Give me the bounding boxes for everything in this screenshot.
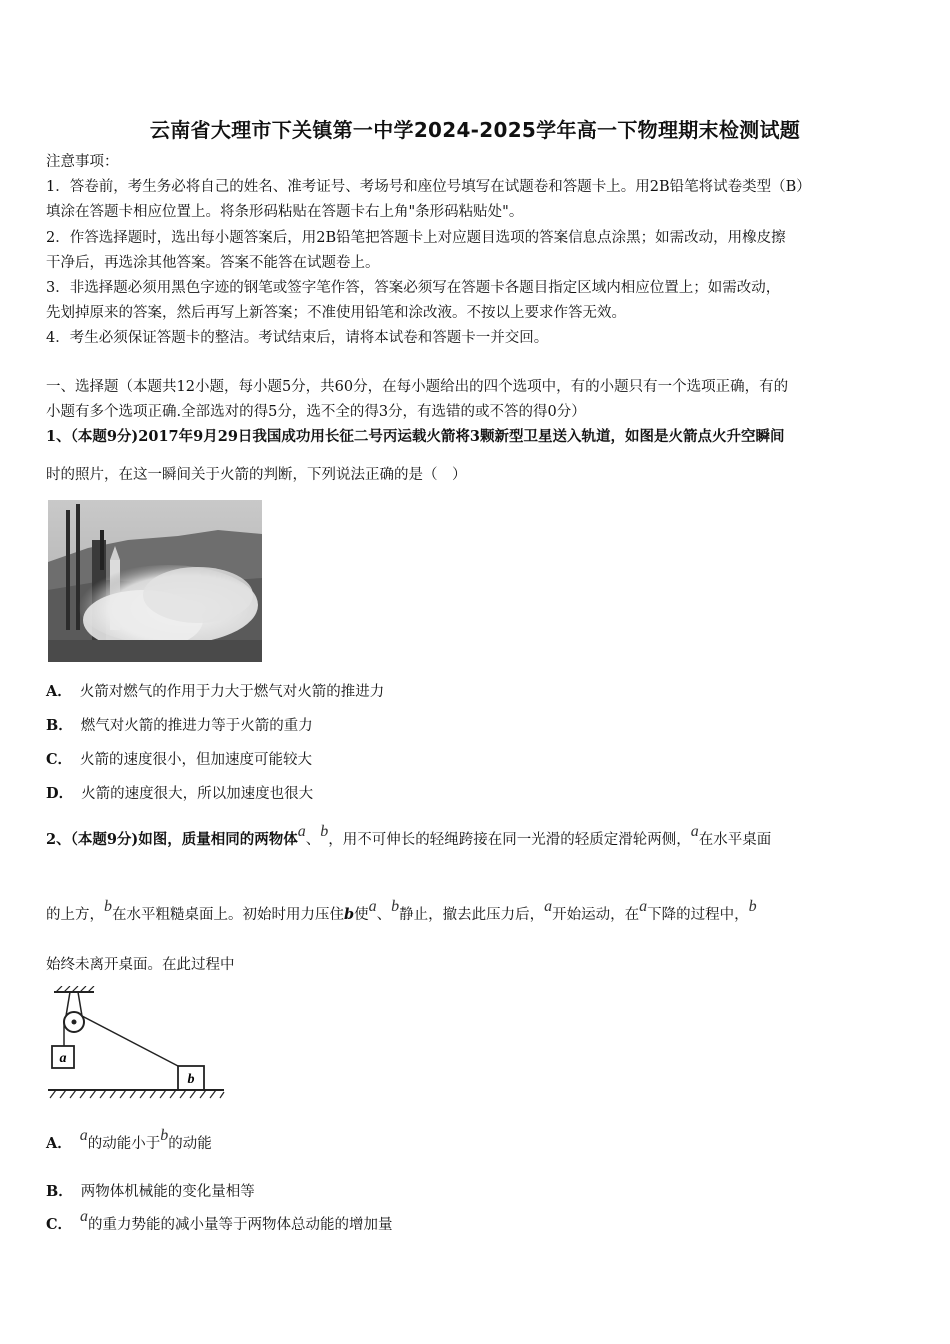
option-text: 燃气对火箭的推进力等于火箭的重力	[80, 718, 313, 734]
option-d[interactable]	[46, 784, 313, 804]
box-a-label: a	[59, 1051, 67, 1066]
pulley-diagram	[46, 986, 226, 1104]
page-title: 云南省大理市下关镇第一中学2024-2025学年高一下物理期末检测试题	[149, 118, 801, 142]
stem-text: 静止，撤去此压力后，	[399, 907, 545, 923]
option-text: 火箭的速度很大，所以加速度也很大	[81, 786, 314, 802]
variable-a: a	[544, 898, 553, 915]
option-text: 火箭对燃气的作用于力大于燃气对火箭的推进力	[79, 684, 385, 700]
stem-text: 2、（本题9分)如图，质量相同的两物体	[46, 831, 298, 848]
variable-b: b	[160, 1127, 169, 1144]
option-letter: A．	[46, 683, 72, 700]
stem-text: 在水平粗糙桌面上。初始时用力压住	[112, 907, 344, 923]
notice-line: 3．非选择题必须用黑色字迹的钢笔或签字笔作答，答案必须写在答题卡各题目指定区域内相应位置上；如需改动，	[46, 280, 781, 296]
question-1-stem: 1、（本题9分)2017年9月29日我国成功用长征二号丙运载火箭将3颗新型卫星送入轨道，如图是火箭点火升空瞬间	[46, 428, 785, 445]
option-text: 的重力势能的减小量等于两物体总动能的增加量	[88, 1217, 393, 1233]
notice-line: 1．答卷前，考生务必将自己的姓名、准考证号、考场号和座位号填写在试题卷和答题卡上。用2B铅笔将试卷类型（B）	[46, 179, 811, 195]
option-letter: B．	[46, 1183, 73, 1200]
question-1-stem: 时的照片，在这一瞬间关于火箭的判断，下列说法正确的是（ ）	[46, 467, 467, 483]
stem-text: 下降的过程中，	[647, 907, 749, 923]
variable-b-bold: b	[344, 906, 355, 923]
section-heading: 小题有多个选项正确.全部选对的得5分，选不全的得3分，有选错的或不答的得0分）	[46, 404, 586, 420]
variable-a: a	[297, 823, 306, 840]
option-b[interactable]	[46, 716, 313, 736]
stem-text: 在水平桌面	[698, 832, 772, 848]
option-letter: A．	[46, 1135, 72, 1152]
stem-text: 开始运动，在	[552, 907, 640, 923]
notice-line: 干净后，再选涂其他答案。答案不能答在试题卷上。	[46, 255, 380, 271]
variable-a: a	[368, 898, 377, 915]
variable-a: a	[79, 1127, 88, 1144]
stem-text: 、	[376, 907, 392, 923]
stem-text: 使	[354, 907, 369, 923]
question-2-stem: 始终未离开桌面。在此过程中	[46, 957, 235, 973]
variable-b: b	[320, 823, 329, 840]
option-letter: B．	[46, 717, 73, 734]
notice-line: 先划掉原来的答案，然后再写上新答案；不准使用铅笔和涂改液。不按以上要求作答无效。	[46, 305, 626, 321]
option-a[interactable]	[46, 1127, 212, 1154]
rocket-launch-photo	[48, 500, 262, 662]
option-text: 两物体机械能的变化量相等	[80, 1184, 255, 1200]
option-letter: C．	[46, 1216, 73, 1233]
notice-line: 填涂在答题卡相应位置上。将条形码粘贴在答题卡右上角"条形码粘贴处"。	[46, 204, 524, 220]
question-2-stem	[46, 898, 757, 925]
option-a[interactable]	[46, 682, 384, 702]
notice-line: 2．作答选择题时，选出每小题答案后，用2B铅笔把答题卡上对应题目选项的答案信息点涂黑；如需改动，用橡皮擦	[46, 230, 786, 246]
option-text: 的动能小于	[87, 1136, 161, 1152]
option-text: 火箭的速度很小，但加速度可能较大	[80, 752, 313, 768]
box-b-label: b	[187, 1072, 195, 1087]
variable-a: a	[80, 1208, 89, 1225]
option-text: 的动能	[168, 1136, 212, 1152]
option-letter: D．	[46, 785, 74, 802]
section-heading: 一、选择题（本题共12小题，每小题5分，共60分，在每小题给出的四个选项中，有的小题只有一个选项正确，有的	[46, 379, 789, 395]
notice-heading: 注意事项：	[46, 154, 119, 170]
variable-a: a	[639, 898, 648, 915]
stem-text: 、	[305, 832, 321, 848]
variable-b: b	[104, 898, 112, 915]
option-c[interactable]	[46, 750, 312, 770]
variable-a: a	[690, 823, 699, 840]
option-b[interactable]	[46, 1182, 255, 1202]
stem-text: 的上方，	[46, 907, 104, 923]
question-2-stem	[46, 823, 772, 850]
variable-b: b	[748, 898, 757, 915]
variable-b: b	[391, 898, 400, 915]
stem-text: ，用不可伸长的轻绳跨接在同一光滑的轻质定滑轮两侧，	[328, 832, 691, 848]
option-c[interactable]	[46, 1208, 393, 1235]
notice-line: 4．考生必须保证答题卡的整洁。考试结束后，请将本试卷和答题卡一并交回。	[46, 330, 549, 346]
option-letter: C．	[46, 751, 73, 768]
